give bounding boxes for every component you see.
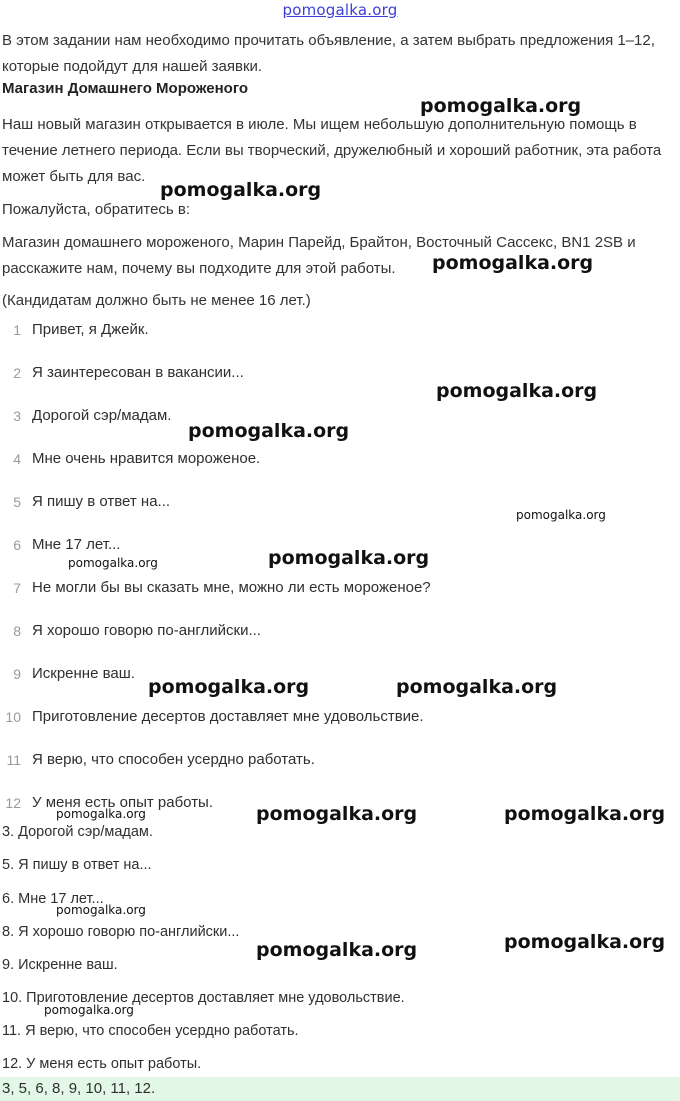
answer-line: 11. Я верю, что способен усердно работать. xyxy=(2,1023,299,1039)
watermark: pomogalka.org xyxy=(256,803,418,825)
option-number: 8 xyxy=(13,623,21,639)
option-text: Искренне ваш. xyxy=(32,665,135,682)
option-number: 1 xyxy=(13,322,21,338)
option-number: 12 xyxy=(5,795,21,811)
watermark: pomogalka.org xyxy=(504,931,666,953)
watermark: pomogalka.org xyxy=(56,807,146,821)
option-number: 11 xyxy=(6,752,21,768)
option-text: Привет, я Джейк. xyxy=(32,321,149,338)
option-text: Дорогой сэр/мадам. xyxy=(32,407,172,424)
watermark: pomogalka.org xyxy=(188,420,350,442)
watermark: pomogalka.org xyxy=(268,547,430,569)
answer-line: 12. У меня есть опыт работы. xyxy=(2,1056,202,1072)
option-text: Я верю, что способен усердно работать. xyxy=(32,751,315,768)
option-number: 6 xyxy=(13,537,21,553)
option-text: Я заинтересован в вакансии... xyxy=(32,364,244,381)
watermark: pomogalka.org xyxy=(56,903,146,917)
option-text: Я пишу в ответ на... xyxy=(32,493,171,510)
answer-line: 5. Я пишу в ответ на... xyxy=(2,857,152,873)
watermark: pomogalka.org xyxy=(256,939,418,961)
option-number: 5 xyxy=(13,494,21,510)
watermark: pomogalka.org xyxy=(148,676,310,698)
watermark: pomogalka.org xyxy=(396,676,558,698)
option-number: 10 xyxy=(5,709,21,725)
option-text: Не могли бы вы сказать мне, можно ли есть мороженое? xyxy=(32,579,431,596)
option-number: 7 xyxy=(13,580,21,596)
header-watermark-link[interactable]: pomogalka.org xyxy=(282,1,398,19)
answer-line: 6. Мне 17 лет... xyxy=(2,891,104,907)
watermark: pomogalka.org xyxy=(420,95,582,117)
option-text: Я хорошо говорю по-английски... xyxy=(32,622,261,639)
answer-line: 9. Искренне ваш. xyxy=(2,957,118,973)
option-text: Мне очень нравится мороженое. xyxy=(32,450,261,467)
advert-address: Магазин домашнего мороженого, Марин Парейд, Брайтон, Восточный Сассекс, BN1 2SB и расскажите нам, почему вы подходите для этой работы. xyxy=(2,234,636,277)
advert-contact-prompt: Пожалуйста, обратитесь в: xyxy=(2,201,191,218)
watermark: pomogalka.org xyxy=(68,556,158,570)
advert-note: (Кандидатам должно быть не менее 16 лет.) xyxy=(2,292,311,309)
answer-line: 10. Приготовление десертов доставляет мне удовольствие. xyxy=(2,990,405,1006)
option-number: 2 xyxy=(13,365,21,381)
watermark: pomogalka.org xyxy=(160,179,322,201)
watermark: pomogalka.org xyxy=(432,252,594,274)
final-answer-box xyxy=(0,1077,680,1101)
option-number: 4 xyxy=(13,451,21,467)
watermark: pomogalka.org xyxy=(44,1003,134,1017)
option-text: Приготовление десертов доставляет мне удовольствие. xyxy=(32,708,424,725)
advert-title: Магазин Домашнего Мороженого xyxy=(2,80,249,97)
watermark: pomogalka.org xyxy=(436,380,598,402)
advert-body: Наш новый магазин открывается в июле. Мы ищем небольшую дополнительную помощь в течение летнего периода. Если вы творческий, дружелюбный и хороший работник, эта работа может быть для вас. xyxy=(2,116,662,185)
option-number: 3 xyxy=(13,408,21,424)
watermark: pomogalka.org xyxy=(504,803,666,825)
watermark: pomogalka.org xyxy=(516,508,606,522)
intro-text: В этом задании нам необходимо прочитать объявление, а затем выбрать предложения 1–12, которые подойдут для нашей заявки. xyxy=(2,32,655,75)
option-number: 9 xyxy=(13,666,21,682)
option-text: Мне 17 лет... xyxy=(32,536,121,553)
answer-line: 8. Я хорошо говорю по-английски... xyxy=(2,924,240,940)
answer-line: 3. Дорогой сэр/мадам. xyxy=(2,824,153,840)
final-answer-text: 3, 5, 6, 8, 9, 10, 11, 12. xyxy=(2,1080,156,1097)
option-text: У меня есть опыт работы. xyxy=(32,794,214,811)
